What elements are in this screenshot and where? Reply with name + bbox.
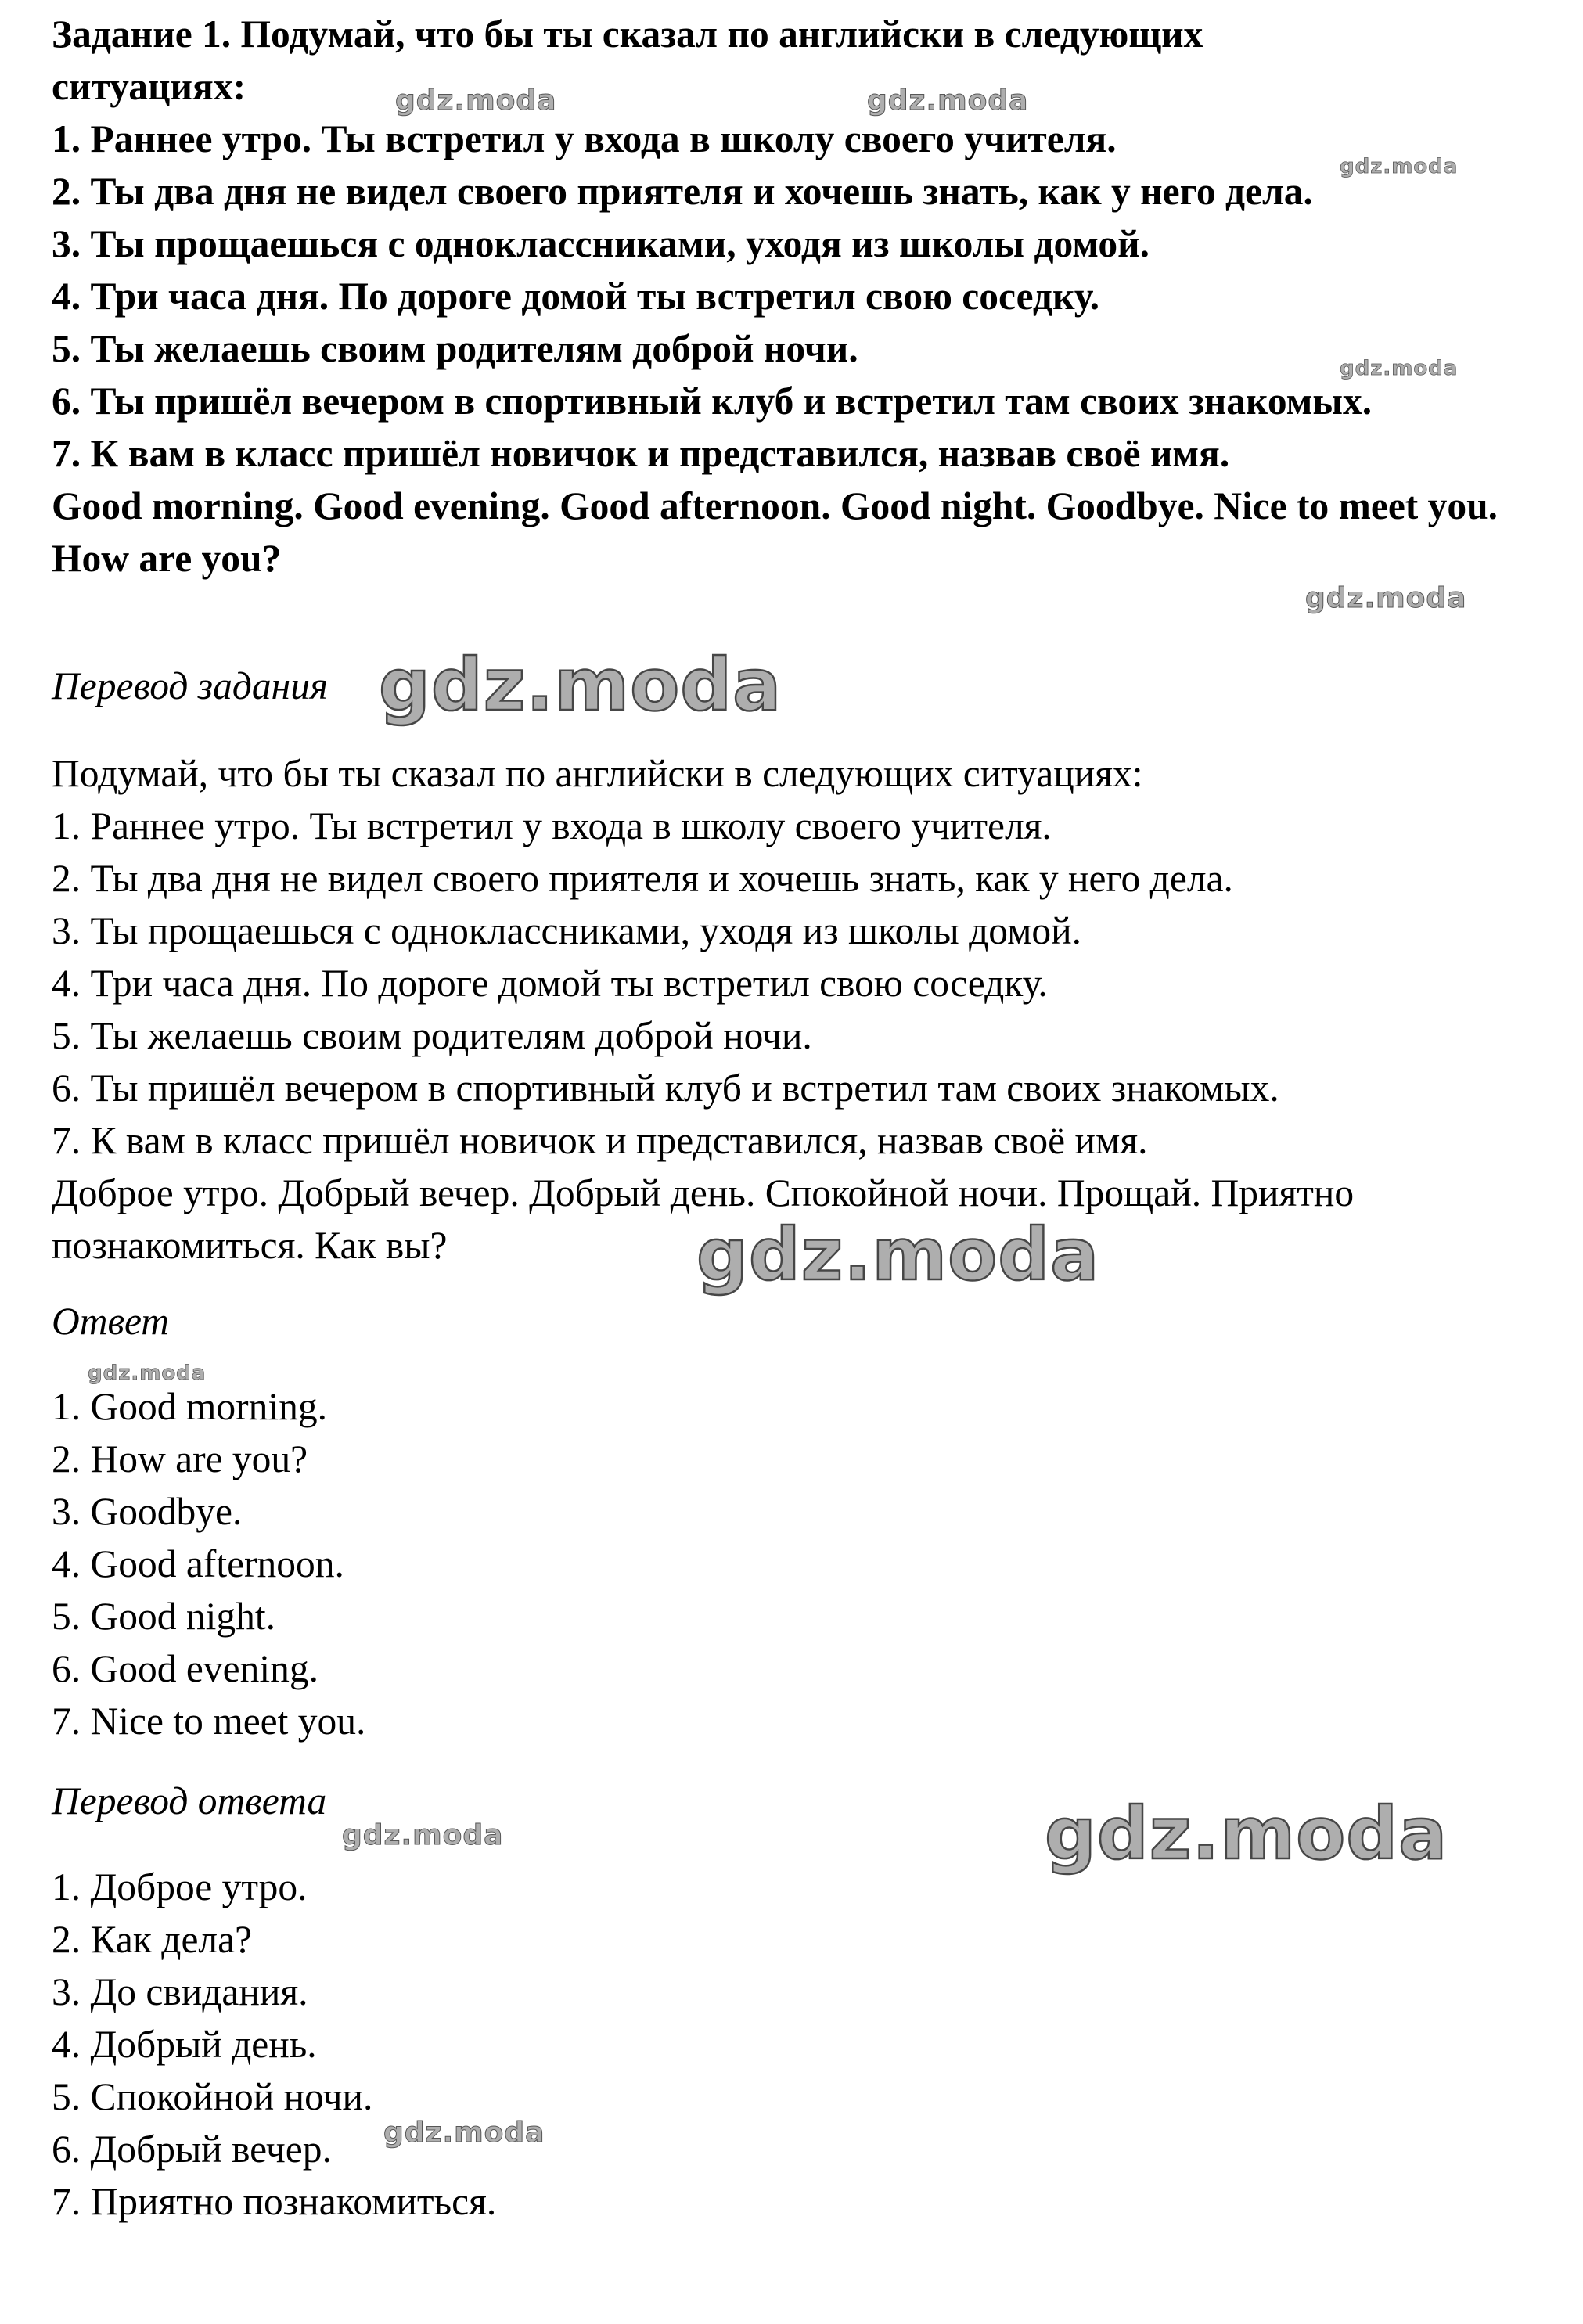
watermark: gdz.moda xyxy=(1305,582,1467,614)
translation-item-7: 7. К вам в класс пришёл новичок и представился, назвав своё имя. xyxy=(52,1119,1148,1162)
task-item-7: 7. К вам в класс пришёл новичок и представился, назвав своё имя. xyxy=(52,432,1230,475)
translation-task-heading: Перевод задания xyxy=(52,664,328,707)
task-title-line-1: Задание 1. Подумай, что бы ты сказал по английски в следующих xyxy=(52,13,1203,56)
task-item-3: 3. Ты прощаешься с одноклассниками, уходя из школы домой. xyxy=(52,222,1150,265)
translation-item-2: 2. Ты два дня не видел своего приятеля и хочешь знать, как у него дела. xyxy=(52,857,1233,900)
answer-translation-item-5: 5. Спокойной ночи. xyxy=(52,2075,373,2118)
translation-task-block xyxy=(52,747,1562,1272)
answer-translation-item-7: 7. Приятно познакомиться. xyxy=(52,2180,497,2223)
task-item-5: 5. Ты желаешь своим родителям доброй ночи. xyxy=(52,327,858,370)
translation-item-1: 1. Раннее утро. Ты встретил у входа в школу своего учителя. xyxy=(52,804,1052,847)
answer-item-2: 2. How are you? xyxy=(52,1437,308,1480)
translation-intro: Подумай, что бы ты сказал по английски в следующих ситуациях: xyxy=(52,752,1143,795)
watermark: gdz.moda xyxy=(696,1213,1100,1297)
answer-translation-item-3: 3. До свидания. xyxy=(52,1970,308,2013)
answer-heading: Ответ xyxy=(52,1300,170,1343)
answer-item-5: 5. Good night. xyxy=(52,1595,276,1638)
answer-item-3: 3. Goodbye. xyxy=(52,1490,243,1533)
watermark: gdz.moda xyxy=(383,2117,545,2149)
answer-item-6: 6. Good evening. xyxy=(52,1647,318,1690)
watermark: gdz.moda xyxy=(88,1362,207,1385)
translation-phrases: Доброе утро. Добрый вечер. Добрый день. Спокойной ночи. Прощай. Приятно познакомиться. Как вы? xyxy=(52,1171,1355,1267)
translation-item-4: 4. Три часа дня. По дороге домой ты встретил свою соседку. xyxy=(52,962,1048,1005)
answer-item-7: 7. Nice to meet you. xyxy=(52,1700,366,1743)
translation-item-3: 3. Ты прощаешься с одноклассниками, уходя из школы домой. xyxy=(52,909,1082,952)
answer-item-4: 4. Good afternoon. xyxy=(52,1542,344,1585)
answer-translation-item-6: 6. Добрый вечер. xyxy=(52,2128,332,2171)
task-item-6: 6. Ты пришёл вечером в спортивный клуб и встретил там своих знакомых. xyxy=(52,380,1373,423)
answer-block xyxy=(52,1380,1562,1747)
answer-translation-item-1: 1. Доброе утро. xyxy=(52,1865,308,1908)
task-item-2: 2. Ты два дня не видел своего приятеля и хочешь знать, как у него дела. xyxy=(52,170,1313,213)
watermark: gdz.moda xyxy=(1045,1792,1448,1876)
task-item-1: 1. Раннее утро. Ты встретил у входа в школу своего учителя. xyxy=(52,117,1117,160)
translation-item-5: 5. Ты желаешь своим родителям доброй ночи. xyxy=(52,1014,812,1057)
task-block xyxy=(52,8,1562,585)
task-title-line-2: ситуациях: xyxy=(52,65,246,108)
answer-translation-item-4: 4. Добрый день. xyxy=(52,2023,317,2066)
watermark: gdz.moda xyxy=(867,85,1029,117)
answer-translation-block xyxy=(52,1861,1562,2228)
answer-translation-item-2: 2. Как дела? xyxy=(52,1918,253,1961)
task-phrases: Good morning. Good evening. Good afternoon. Good night. Goodbye. Nice to meet you. How are you? xyxy=(52,484,1498,580)
watermark: gdz.moda xyxy=(1340,155,1459,178)
answer-translation-heading: Перевод ответа xyxy=(52,1779,327,1822)
watermark: gdz.moda xyxy=(379,643,783,727)
answer-item-1: 1. Good morning. xyxy=(52,1385,327,1428)
watermark: gdz.moda xyxy=(1340,357,1459,380)
watermark: gdz.moda xyxy=(342,1819,504,1851)
watermark: gdz.moda xyxy=(395,85,557,117)
translation-item-6: 6. Ты пришёл вечером в спортивный клуб и встретил там своих знакомых. xyxy=(52,1067,1279,1110)
task-item-4: 4. Три часа дня. По дороге домой ты встретил свою соседку. xyxy=(52,275,1099,318)
